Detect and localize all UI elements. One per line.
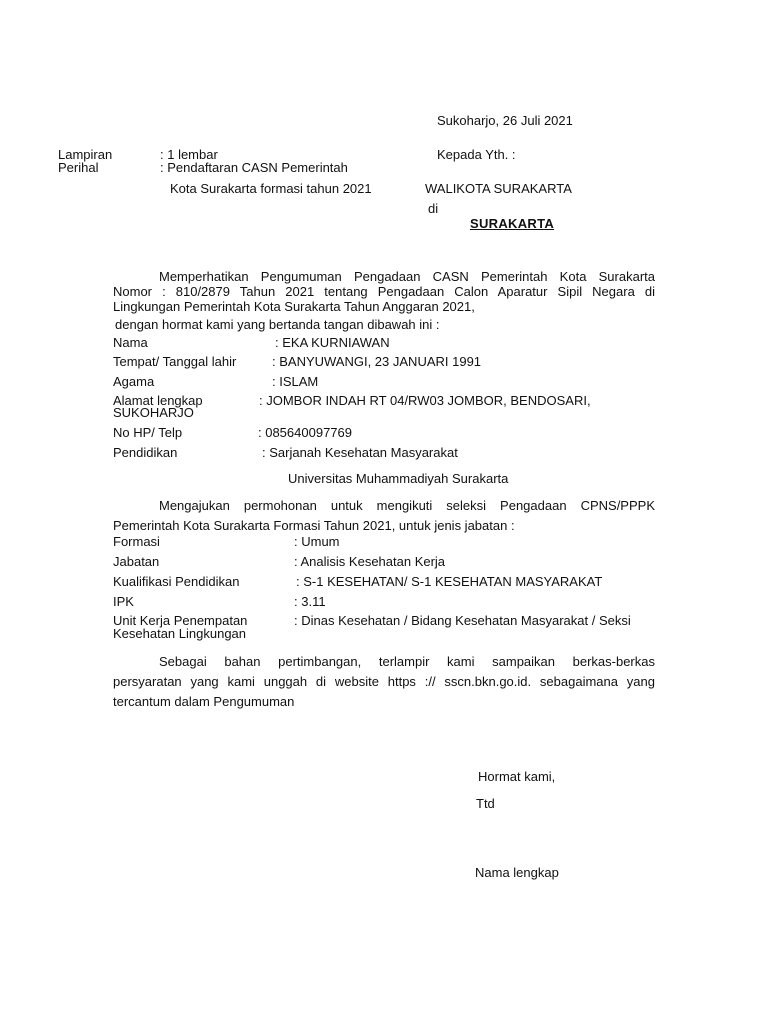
unit-label-line2: Kesehatan Lingkungan [113, 626, 247, 641]
unit-value: : Dinas Kesehatan / Bidang Kesehatan Masyarakat / Seksi [294, 613, 631, 628]
agama-value: : ISLAM [272, 374, 319, 389]
closing-line-3: tercantum dalam Pengumuman [113, 694, 295, 709]
hp-label: No HP/ Telp [113, 425, 183, 440]
alamat-value: : JOMBOR INDAH RT 04/RW03 JOMBOR, BENDOSARI, [259, 393, 591, 408]
closing-paragraph [113, 652, 655, 712]
perihal-value: : Pendaftaran CASN Pemerintah [160, 160, 348, 175]
signature-ttd: Ttd [476, 796, 495, 811]
ttl-value: : BANYUWANGI, 23 JANUARI 1991 [272, 354, 482, 369]
intro-line-2: Nomor : 810/2879 Tahun 2021 tentang Pengadaan Calon Aparatur Sipil Negara di [113, 283, 655, 299]
closing-line-2: persyaratan yang kami unggah di website https :// sscn.bkn.go.id. sebagaimana yang [113, 674, 655, 689]
signature-regards: Hormat kami, [478, 769, 556, 784]
ipk-label: IPK [113, 594, 134, 609]
signature-name: Nama lengkap [475, 865, 559, 880]
recipient-city: SURAKARTA [470, 216, 555, 231]
alamat-label: Alamat lengkap [113, 393, 203, 408]
recipient-name: WALIKOTA SURAKARTA [425, 181, 572, 196]
request-line-2: Pemerintah Kota Surakarta Formasi Tahun 2021, untuk jenis jabatan : [113, 518, 515, 533]
recipient-greeting: Kepada Yth. : [437, 147, 516, 162]
perihal-value-line2: Kota Surakarta formasi tahun 2021 [170, 181, 372, 196]
lampiran-value: : 1 lembar [160, 147, 218, 162]
formasi-label: Formasi [113, 534, 160, 549]
intro-line-4: dengan hormat kami yang bertanda tangan dibawah ini : [115, 317, 440, 332]
nama-value: : EKA KURNIAWAN [275, 335, 390, 350]
pendidikan-label: Pendidikan [113, 445, 178, 460]
request-paragraph [113, 496, 655, 536]
agama-label: Agama [113, 374, 155, 389]
unit-label: Unit Kerja Penempatan [113, 613, 248, 628]
nama-label: Nama [113, 335, 148, 350]
lampiran-label: Lampiran [58, 147, 113, 162]
jabatan-value: : Analisis Kesehatan Kerja [294, 554, 446, 569]
hp-value: : 085640097769 [258, 425, 352, 440]
kualifikasi-label: Kualifikasi Pendidikan [113, 574, 240, 589]
closing-line-1: Sebagai bahan pertimbangan, terlampir kami sampaikan berkas-berkas [159, 654, 655, 669]
intro-line-3: Lingkungan Pemerintah Kota Surakarta Tahun Anggaran 2021, [113, 298, 475, 314]
kualifikasi-value: : S-1 KESEHATAN/ S-1 KESEHATAN MASYARAKAT [296, 574, 603, 589]
ttl-label: Tempat/ Tanggal lahir [113, 354, 237, 369]
letter-date: Sukoharjo, 26 Juli 2021 [437, 113, 573, 128]
ipk-value: : 3.11 [294, 594, 326, 609]
perihal-label: Perihal [58, 160, 99, 175]
alamat-value-line2: SUKOHARJO [113, 405, 194, 420]
intro-paragraph [113, 270, 655, 315]
jabatan-label: Jabatan [113, 554, 160, 569]
pendidikan-value: : Sarjanah Kesehatan Masyarakat [262, 445, 458, 460]
intro-line-1: Memperhatikan Pengumuman Pengadaan CASN Pemerintah Kota Surakarta [159, 269, 655, 284]
pendidikan-value-line2: Universitas Muhammadiyah Surakarta [288, 471, 509, 486]
recipient-di: di [428, 201, 439, 216]
formasi-value: : Umum [294, 534, 340, 549]
request-line-1: Mengajukan permohonan untuk mengikuti seleksi Pengadaan CPNS/PPPK [159, 498, 655, 513]
